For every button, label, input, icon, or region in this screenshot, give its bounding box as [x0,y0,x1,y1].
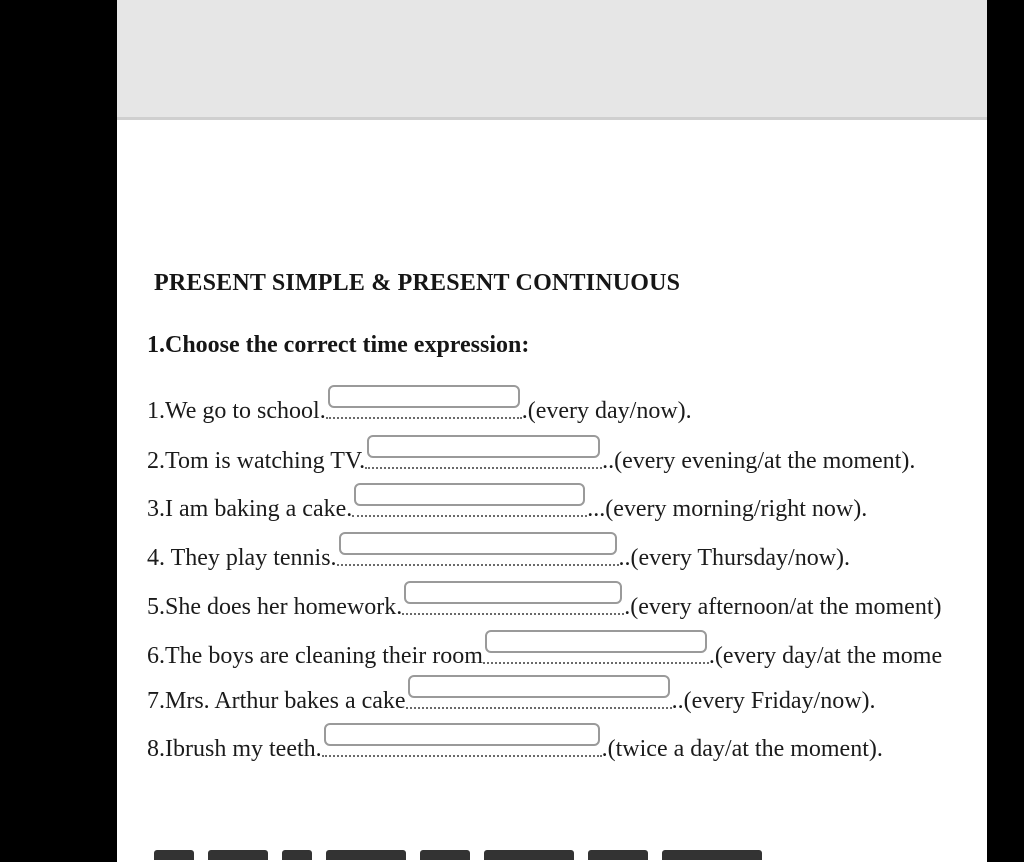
item-options: ..(every Friday/now). [671,688,876,714]
item-options: ..(every evening/at the moment). [602,448,916,474]
answer-blank [402,587,624,615]
answer-input[interactable] [324,723,600,746]
item-options: .(every day/at the mome [708,643,943,669]
item-options: ..(every Thursday/now). [618,545,851,571]
header-band [117,0,987,120]
exercise-instruction: 1.Choose the correct time expression: [147,332,530,358]
exercise-item-8 [147,731,883,763]
answer-input[interactable] [404,581,622,604]
exercise-item-4 [147,540,850,572]
item-sentence: 1.We go to school. [147,398,326,424]
item-options: .(every day/now). [521,398,692,424]
answer-blank [352,489,587,517]
next-section-cutoff [154,850,914,860]
answer-blank [326,391,522,419]
worksheet-page [117,0,987,862]
answer-input[interactable] [367,435,600,458]
item-sentence: 6.The boys are cleaning their room [147,643,483,669]
answer-input[interactable] [408,675,670,698]
answer-blank [406,681,672,709]
item-sentence: 4. They play tennis. [147,545,337,571]
answer-input[interactable] [485,630,707,653]
exercise-item-2 [147,443,915,475]
answer-input[interactable] [354,483,585,506]
exercise-item-3 [147,491,867,523]
exercise-item-6 [147,638,942,670]
exercise-item-5 [147,589,941,621]
answer-blank [365,441,602,469]
item-sentence: 5.She does her homework. [147,594,403,620]
item-options: .(twice a day/at the moment). [601,736,883,762]
item-options: ...(every morning/right now). [587,496,868,522]
item-sentence: 7.Mrs. Arthur bakes a cake [147,688,406,714]
answer-input[interactable] [339,532,617,555]
answer-blank [483,636,709,664]
exercise-item-1 [147,393,692,425]
item-sentence: 3.I am baking a cake. [147,496,353,522]
item-sentence: 8.Ibrush my teeth. [147,736,322,762]
answer-blank [337,538,619,566]
item-sentence: 2.Tom is watching TV. [147,448,366,474]
exercise-item-7 [147,683,876,715]
answer-input[interactable] [328,385,520,408]
answer-blank [322,729,602,757]
worksheet-title: PRESENT SIMPLE & PRESENT CONTINUOUS [154,270,681,296]
item-options: .(every afternoon/at the moment) [624,594,942,620]
